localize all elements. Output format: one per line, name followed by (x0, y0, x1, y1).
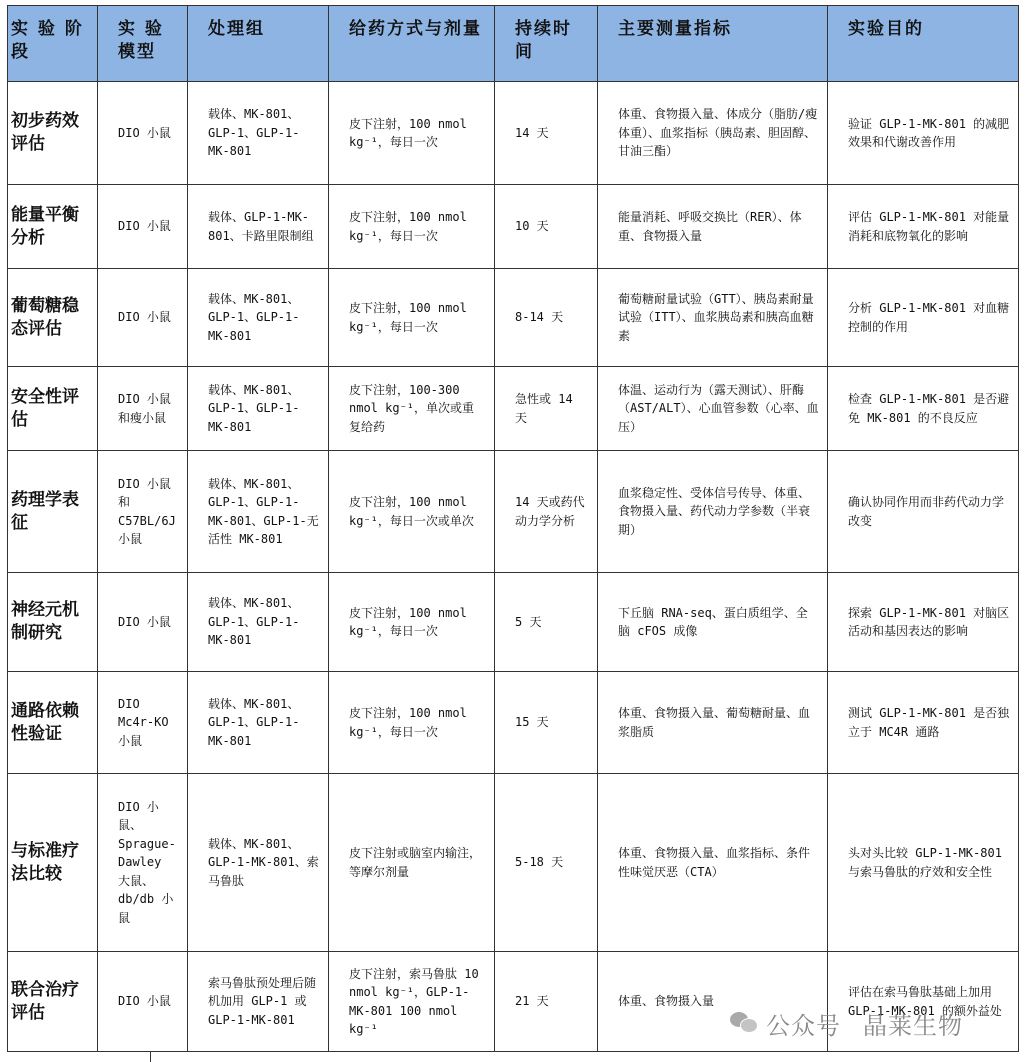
header-stage: 实 验 阶 段 (8, 6, 98, 82)
model-cell: DIO 小鼠 (98, 573, 188, 672)
model-cell: DIO 小鼠 (98, 952, 188, 1052)
header-model: 实 验 模型 (98, 6, 188, 82)
stage-cell: 神经元机制研究 (8, 573, 98, 672)
groups-cell: 载体、GLP-1-MK-801、卡路里限制组 (188, 185, 329, 269)
table-row (8, 451, 1019, 573)
stage-cell: 初步药效评估 (8, 82, 98, 185)
model-cell: DIO 小鼠 (98, 269, 188, 367)
table-row (8, 269, 1019, 367)
dosing-cell: 皮下注射，100 nmol kg⁻¹，每日一次 (329, 573, 495, 672)
measures-cell: 能量消耗、呼吸交换比（RER）、体重、食物摄入量 (598, 185, 828, 269)
header-duration: 持续时间 (495, 6, 598, 82)
measures-cell: 下丘脑 RNA-seq、蛋白质组学、全脑 cFOS 成像 (598, 573, 828, 672)
model-cell: DIO 小鼠 (98, 185, 188, 269)
measures-cell: 血浆稳定性、受体信号传导、体重、食物摄入量、药代动力学参数（半衰期） (598, 451, 828, 573)
header-measures: 主要测量指标 (598, 6, 828, 82)
duration-cell: 15 天 (495, 672, 598, 774)
model-cell: DIO 小鼠、Sprague-Dawley 大鼠、db/db 小鼠 (98, 774, 188, 952)
purpose-cell: 测试 GLP-1-MK-801 是否独立于 MC4R 通路 (828, 672, 1019, 774)
dosing-cell: 皮下注射或脑室内输注，等摩尔剂量 (329, 774, 495, 952)
purpose-cell: 检查 GLP-1-MK-801 是否避免 MK-801 的不良反应 (828, 367, 1019, 451)
model-cell: DIO 小鼠和 C57BL/6J 小鼠 (98, 451, 188, 573)
wechat-icon (730, 1012, 758, 1034)
table-row (8, 367, 1019, 451)
stage-cell: 联合治疗评估 (8, 952, 98, 1052)
measures-cell: 葡萄糖耐量试验（GTT）、胰岛素耐量试验（ITT）、血浆胰岛素和胰高血糖素 (598, 269, 828, 367)
duration-cell: 5-18 天 (495, 774, 598, 952)
table-row (8, 185, 1019, 269)
header-row (8, 6, 1019, 82)
purpose-cell: 验证 GLP-1-MK-801 的减肥效果和代谢改善作用 (828, 82, 1019, 185)
groups-cell: 载体、MK-801、GLP-1-MK-801、索马鲁肽 (188, 774, 329, 952)
measures-cell: 体重、食物摄入量、体成分（脂肪/瘦体重）、血浆指标（胰岛素、胆固醇、甘油三酯） (598, 82, 828, 185)
header-groups: 处理组 (188, 6, 329, 82)
stage-cell: 通路依赖性验证 (8, 672, 98, 774)
header-purpose: 实验目的 (828, 6, 1019, 82)
measures-cell: 体重、食物摄入量、血浆指标、条件性味觉厌恶（CTA） (598, 774, 828, 952)
dosing-cell: 皮下注射，100-300 nmol kg⁻¹，单次或重复给药 (329, 367, 495, 451)
header-dosing: 给药方式与剂量 (329, 6, 495, 82)
duration-cell: 5 天 (495, 573, 598, 672)
groups-cell: 载体、MK-801、GLP-1、GLP-1-MK-801 (188, 367, 329, 451)
watermark-label: 公众号 (766, 1011, 841, 1040)
watermark (730, 1003, 963, 1043)
model-cell: DIO Mc4r-KO 小鼠 (98, 672, 188, 774)
stage-cell: 药理学表征 (8, 451, 98, 573)
stage-cell: 安全性评估 (8, 367, 98, 451)
measures-cell: 体温、运动行为（露天测试）、肝酶（AST/ALT）、心血管参数（心率、血压） (598, 367, 828, 451)
table-row (8, 573, 1019, 672)
stage-cell: 葡萄糖稳态评估 (8, 269, 98, 367)
dosing-cell: 皮下注射，100 nmol kg⁻¹，每日一次 (329, 82, 495, 185)
dosing-cell: 皮下注射，100 nmol kg⁻¹，每日一次 (329, 185, 495, 269)
purpose-cell: 评估在索马鲁肽基础上加用 GLP-1-MK-801 的额外益处 (828, 952, 1019, 1052)
table-row (8, 774, 1019, 952)
watermark-name: 晶莱生物 (863, 1011, 963, 1040)
groups-cell: 载体、MK-801、GLP-1、GLP-1-MK-801、GLP-1-无活性 MK-801 (188, 451, 329, 573)
groups-cell: 载体、MK-801、GLP-1、GLP-1-MK-801 (188, 269, 329, 367)
stage-cell: 能量平衡分析 (8, 185, 98, 269)
duration-cell: 14 天 (495, 82, 598, 185)
duration-cell: 10 天 (495, 185, 598, 269)
measures-cell: 体重、食物摄入量 (598, 952, 828, 1052)
duration-cell: 14 天或药代动力学分析 (495, 451, 598, 573)
purpose-cell: 探索 GLP-1-MK-801 对脑区活动和基因表达的影响 (828, 573, 1019, 672)
dosing-cell: 皮下注射，索马鲁肽 10 nmol kg⁻¹，GLP-1-MK-801 100 nmol kg⁻¹ (329, 952, 495, 1052)
dosing-cell: 皮下注射，100 nmol kg⁻¹，每日一次或单次 (329, 451, 495, 573)
groups-cell: 载体、MK-801、GLP-1、GLP-1-MK-801 (188, 672, 329, 774)
duration-cell: 8-14 天 (495, 269, 598, 367)
experiment-table (7, 5, 1019, 1052)
groups-cell: 载体、MK-801、GLP-1、GLP-1-MK-801 (188, 82, 329, 185)
dosing-cell: 皮下注射，100 nmol kg⁻¹，每日一次 (329, 672, 495, 774)
model-cell: DIO 小鼠 (98, 82, 188, 185)
table-row (8, 82, 1019, 185)
dosing-cell: 皮下注射，100 nmol kg⁻¹，每日一次 (329, 269, 495, 367)
groups-cell: 载体、MK-801、GLP-1、GLP-1-MK-801 (188, 573, 329, 672)
table-row (8, 672, 1019, 774)
duration-cell: 急性或 14 天 (495, 367, 598, 451)
groups-cell: 索马鲁肽预处理后随机加用 GLP-1 或 GLP-1-MK-801 (188, 952, 329, 1052)
model-cell: DIO 小鼠和瘦小鼠 (98, 367, 188, 451)
measures-cell: 体重、食物摄入量、葡萄糖耐量、血浆脂质 (598, 672, 828, 774)
divider (150, 1051, 151, 1062)
purpose-cell: 确认协同作用而非药代动力学改变 (828, 451, 1019, 573)
stage-cell: 与标准疗法比较 (8, 774, 98, 952)
purpose-cell: 评估 GLP-1-MK-801 对能量消耗和底物氧化的影响 (828, 185, 1019, 269)
duration-cell: 21 天 (495, 952, 598, 1052)
purpose-cell: 头对头比较 GLP-1-MK-801 与索马鲁肽的疗效和安全性 (828, 774, 1019, 952)
purpose-cell: 分析 GLP-1-MK-801 对血糖控制的作用 (828, 269, 1019, 367)
